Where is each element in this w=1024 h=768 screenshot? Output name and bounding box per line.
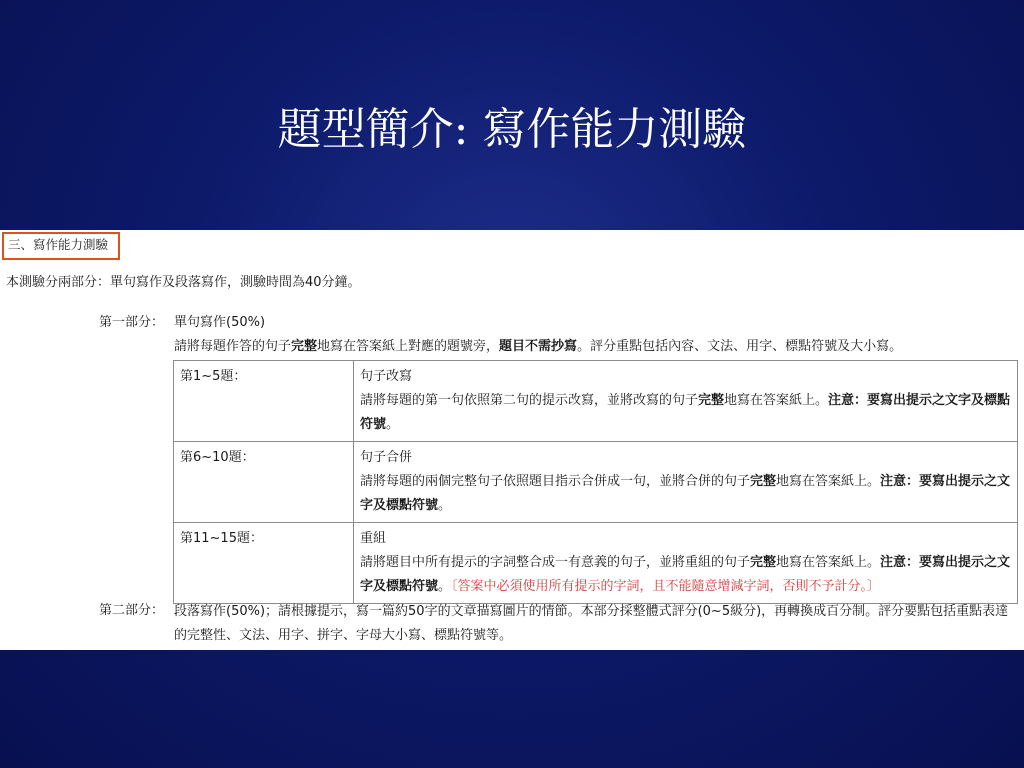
type-description xyxy=(360,470,1011,518)
part1-label: 第一部分： xyxy=(99,315,165,330)
desc-a: 請將題目中所有提示的字詞整合成一有意義的句子，並將重組的句子 xyxy=(360,555,751,570)
table-row xyxy=(174,442,1018,523)
desc-a: 請將每題的兩個完整句子依照題目指示合併成一句，並將合併的句子 xyxy=(360,474,751,489)
desc-emph: 完整 xyxy=(698,393,725,408)
part1-desc-emph-no-copy: 題目不需抄寫 xyxy=(499,339,578,354)
slide-title: 題型簡介: 寫作能力測驗 xyxy=(277,104,747,155)
desc-c: 地寫在答案紙上。 xyxy=(776,474,881,489)
range-cell: 第11~15題： xyxy=(174,523,354,604)
part1-description xyxy=(174,338,902,356)
desc-cell xyxy=(354,523,1018,604)
desc-emph: 完整 xyxy=(750,555,777,570)
desc-emph: 完整 xyxy=(750,474,777,489)
type-name: 句子合併 xyxy=(360,450,413,465)
desc-note: 注意：要寫出提示之文字及標點符號 xyxy=(360,474,1011,513)
section-tag: 三、寫作能力測驗 xyxy=(2,232,120,260)
part1-desc-a: 請將每題作答的句子 xyxy=(174,339,292,354)
desc-note: 注意：要寫出提示之文字及標點符號 xyxy=(360,393,1011,432)
desc-cell xyxy=(354,442,1018,523)
part1-desc-c: 地寫在答案紙上對應的題號旁， xyxy=(317,339,500,354)
desc-end: 。 xyxy=(386,417,400,432)
part2-label: 第二部分： xyxy=(99,603,165,618)
desc-note: 注意：要寫出提示之文字及標點符號 xyxy=(360,555,1011,594)
part1-desc-emph-complete: 完整 xyxy=(291,339,318,354)
intro-text: 本測驗分兩部分：單句寫作及段落寫作，測驗時間為40分鐘。 xyxy=(6,275,361,290)
type-description xyxy=(360,389,1011,437)
part1-desc-e: 。評分重點包括內容、文法、用字、標點符號及大小寫。 xyxy=(577,339,903,354)
range-cell: 第1~5題： xyxy=(174,361,354,442)
part1-title: 單句寫作(50%) xyxy=(174,315,266,330)
part2-description: 段落寫作(50%)；請根據提示，寫一篇約50字的文章描寫圖片的情節。本部分採整體式評分(0~5級分)，再轉換成百分制。評分要點包括重點表達的完整性、文法、用字、拼字、字母大小寫、標點符號等。 xyxy=(174,604,1009,643)
range-cell: 第6~10題： xyxy=(174,442,354,523)
desc-cell xyxy=(354,361,1018,442)
desc-end: 。 xyxy=(438,579,452,594)
type-name: 重組 xyxy=(360,531,387,546)
table-row xyxy=(174,361,1018,442)
question-type-table xyxy=(173,360,1018,604)
desc-end: 。 xyxy=(438,498,452,513)
table-row xyxy=(174,523,1018,604)
red-note: 〔答案中必須使用所有提示的字詞，且不能隨意增減字詞，否則不予計分。〕 xyxy=(451,579,881,594)
desc-a: 請將每題的第一句依照第二句的提示改寫，並將改寫的句子 xyxy=(360,393,699,408)
document-panel xyxy=(0,230,1024,650)
desc-c: 地寫在答案紙上。 xyxy=(776,555,881,570)
type-name: 句子改寫 xyxy=(360,369,413,384)
desc-c: 地寫在答案紙上。 xyxy=(724,393,829,408)
type-description xyxy=(360,551,1011,599)
